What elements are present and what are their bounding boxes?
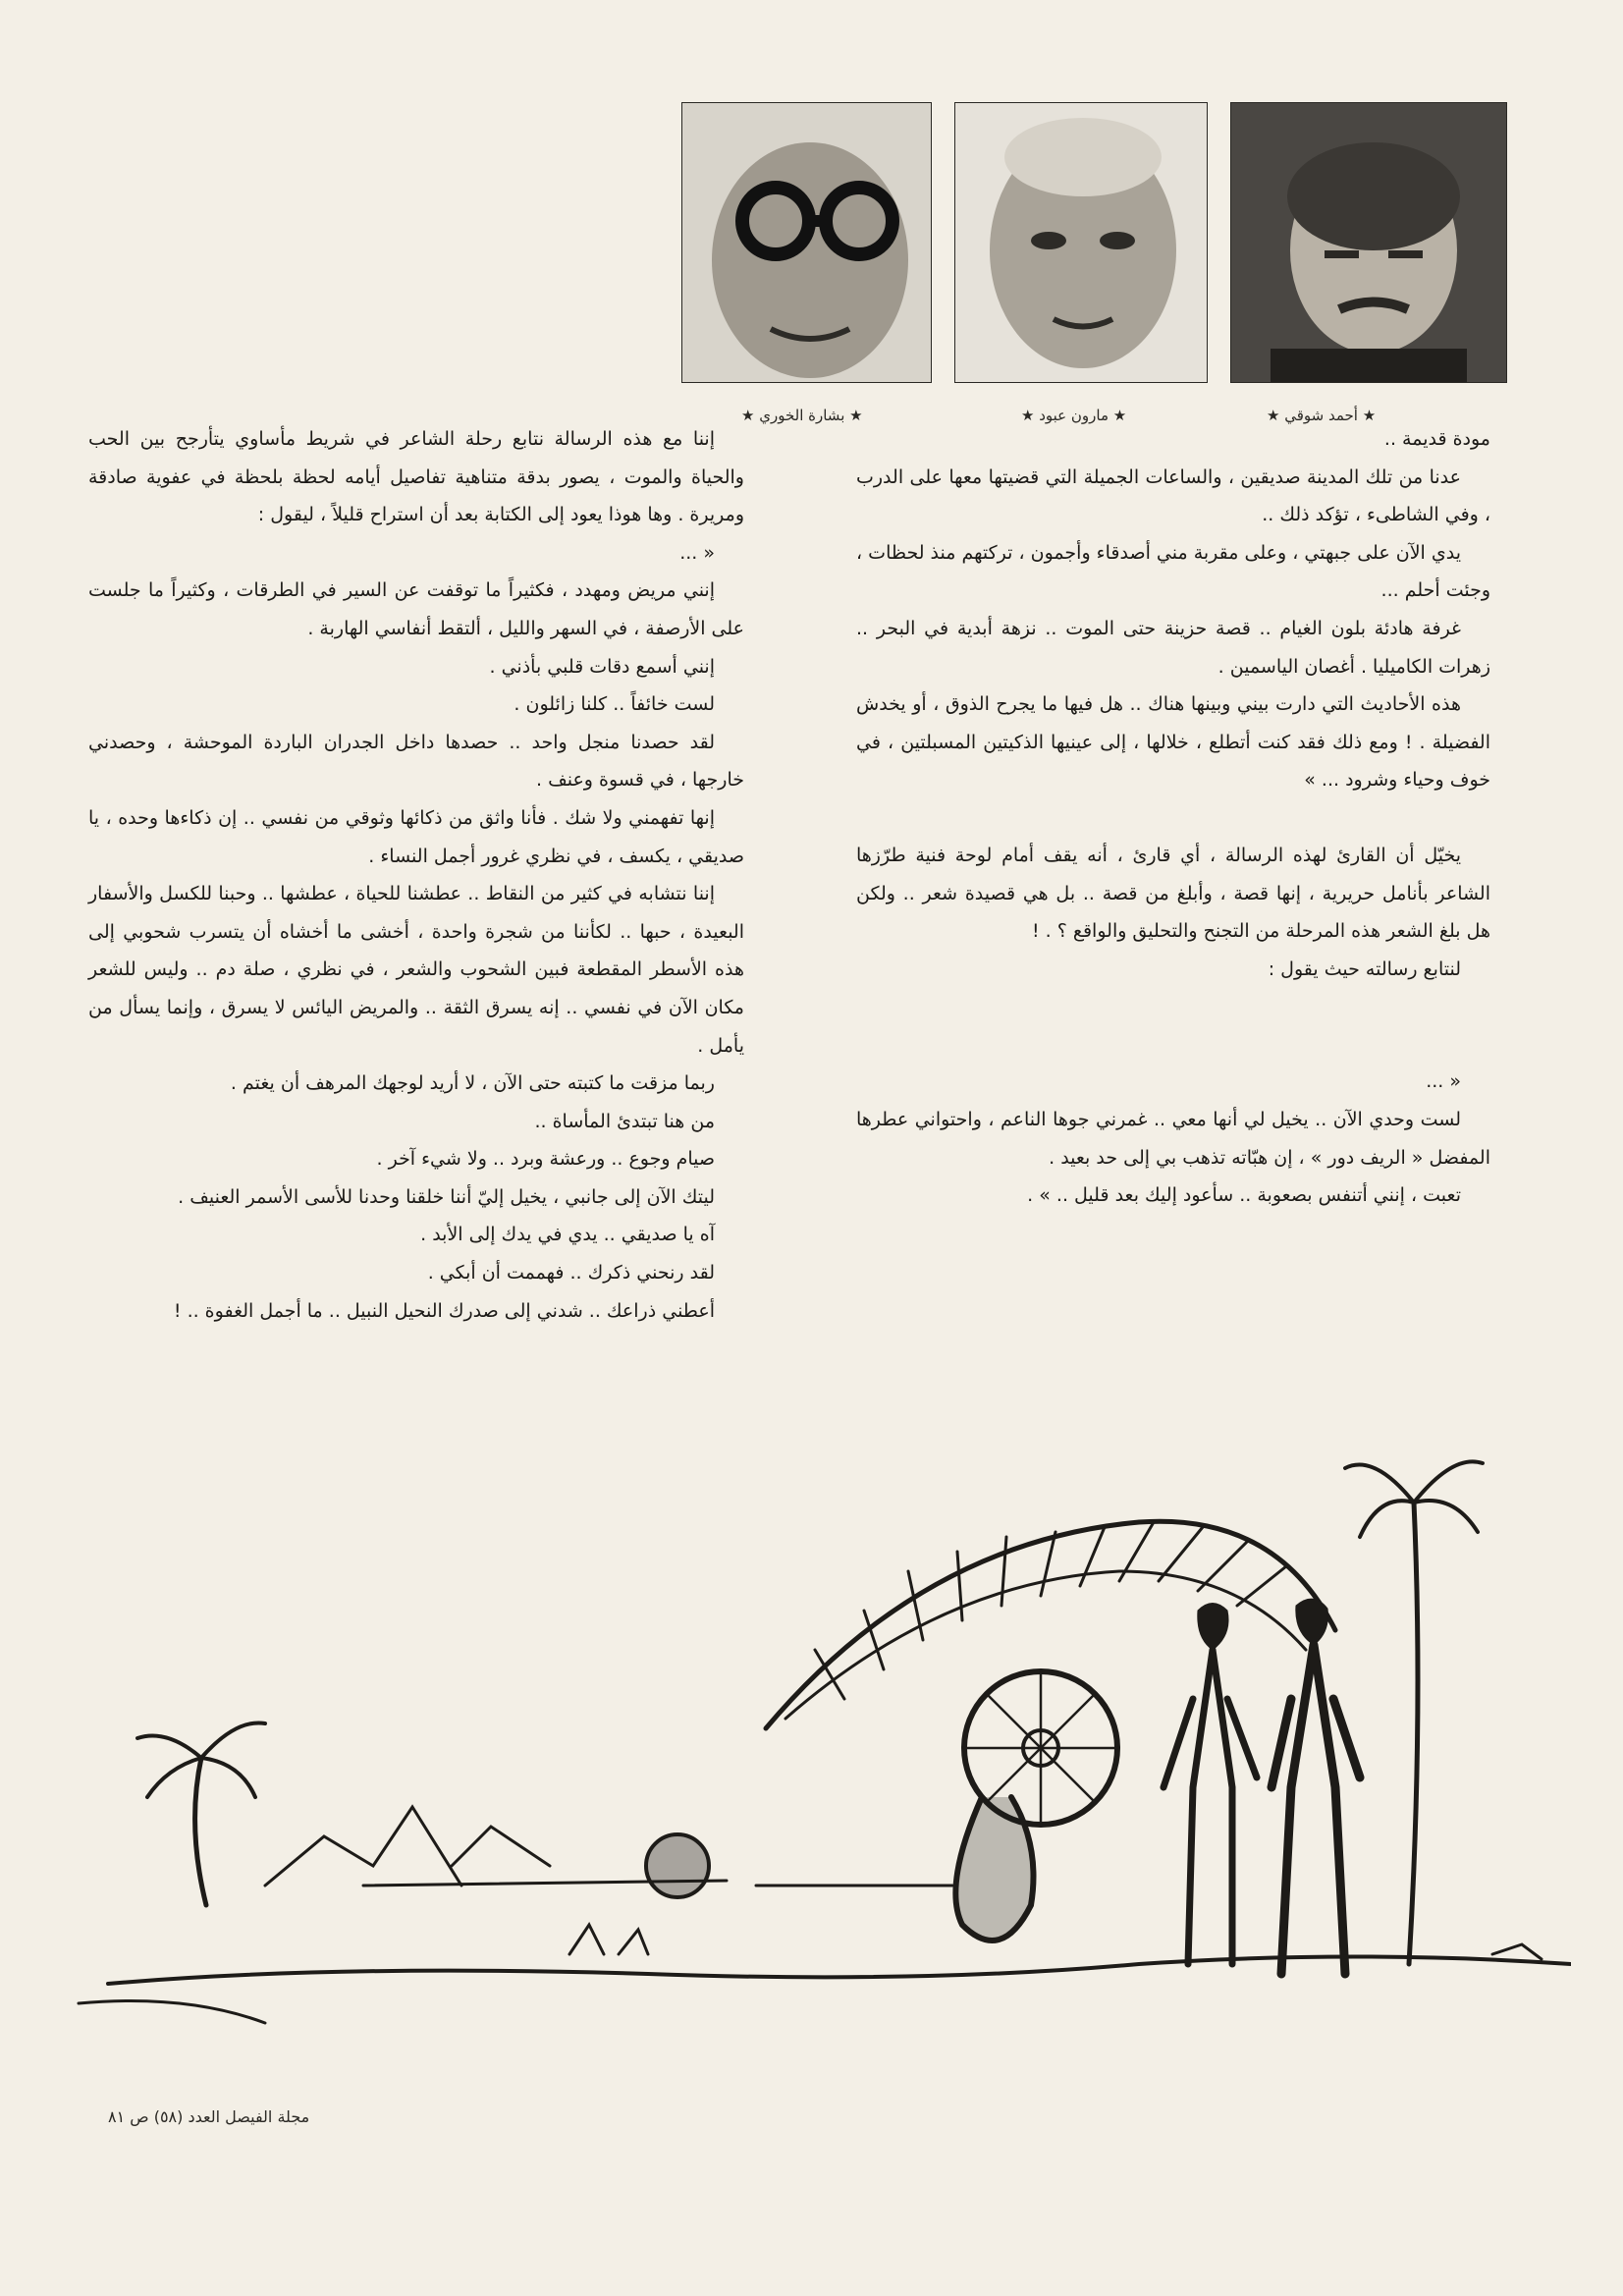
paragraph: لنتابع رسالته حيث يقول : xyxy=(1268,957,1461,980)
article-right-column xyxy=(856,420,1490,1215)
paragraph: لقد حصدنا منجل واحد .. حصدها داخل الجدران الباردة الموحشة ، وحصدني خارجها ، في قسوة وعنف . xyxy=(88,731,744,792)
paragraph: مودة قديمة .. xyxy=(1383,428,1490,450)
paragraph: لقد رنحني ذكرك .. فهممت أن أبكي . xyxy=(427,1262,715,1285)
paragraph: أعطني ذراعك .. شدني إلى صدرك النحيل النبيل .. ما أجمل الغفوة .. ! xyxy=(173,1299,715,1322)
paragraph: يدي الآن على جبهتي ، وعلى مقربة مني أصدقاء وأجمون ، تركتهم منذ لحظات ، وجئت أحلم ... xyxy=(856,541,1490,602)
article-left-column xyxy=(88,420,744,1330)
paragraph: آه يا صديقي .. يدي في يدك إلى الأبد . xyxy=(420,1224,715,1246)
paragraph: « ... xyxy=(1426,1070,1461,1093)
paragraph: إننا مع هذه الرسالة نتابع رحلة الشاعر في شريط مأساوي يتأرجح بين الحب والحياة والموت ، يصور بدقة متناهية تفاصيل أيامه لحظة بلحظة في عفوية صادقة ومريرة . وها هوذا يعود إلى الكتابة بعد أن استراح قليلاً ، ليقول : xyxy=(88,428,744,526)
photo-bechara-el-khoury xyxy=(681,102,932,383)
paragraph: هذه الأحاديث التي دارت بيني وبينها هناك .. هل فيها ما يجرح الذوق ، أو يخدش الفضيلة . ! ومع ذلك فقد كنت أتطلع ، خلالها ، إلى عينيها الذكيتين المسبلتين ، في خوف وحياء وشرود ... » xyxy=(856,693,1490,792)
ink-sketch-illustration xyxy=(39,1375,1571,2062)
paragraph: يخيّل أن القارئ لهذه الرسالة ، أي قارئ ، أنه يقف أمام لوحة فنية طرّزها الشاعر بأنامل حريرية ، إنها قصة ، وأبلغ من قصة .. بل هي قصيدة شعر .. ولكن هل بلغ الشعر هذه المرحلة من التجنح والتحليق والواقع ؟ . ! xyxy=(856,844,1490,943)
paragraph: لست خائفاً .. كلنا زائلون . xyxy=(514,693,715,716)
paragraph: عدنا من تلك المدينة صديقين ، والساعات الجميلة التي قضيتها معها على الدرب ، وفي الشاطىء ، تؤكد ذلك .. xyxy=(856,465,1490,526)
paragraph: « ... xyxy=(679,541,715,564)
page-footer: مجلة الفيصل العدد (٥٨) ص ٨١ xyxy=(108,2107,310,2126)
paragraph: لست وحدي الآن .. يخيل لي أنها معي .. غمرني جوها الناعم ، واحتواني عطرها المفضل « الريف دور » ، إن هبّاته تذهب بي إلى حد بعيد . xyxy=(856,1108,1490,1169)
paragraph: إنني مريض ومهدد ، فكثيراً ما توقفت عن السير في الطرقات ، وكثيراً ما جلست على الأرصفة ، في السهر والليل ، ألتقط أنفاسي الهاربة . xyxy=(88,579,744,639)
paragraph: ليتك الآن إلى جانبي ، يخيل إليّ أننا خلقنا وحدنا للأسى الأسمر العنيف . xyxy=(178,1185,715,1208)
photo-ahmed-shawqi xyxy=(1230,102,1507,383)
paragraph: تعبت ، إنني أتنفس بصعوبة .. سأعود إليك بعد قليل .. » . xyxy=(1027,1184,1461,1207)
caption-ahmed-shawqi: ★ أحمد شوقي ★ xyxy=(1267,407,1377,424)
photo-maroun-abboud xyxy=(954,102,1208,383)
paragraph: إنني أسمع دقات قلبي بأذني . xyxy=(489,655,715,678)
paragraph: من هنا تبتدئ المأساة .. xyxy=(534,1110,715,1132)
paragraph: غرفة هادئة بلون الغيام .. قصة حزينة حتى الموت .. نزهة أبدية في البحر .. زهرات الكاميليا . أغصان الياسمين . xyxy=(856,617,1490,678)
paragraph: إنها تفهمني ولا شك . فأنا واثق من ذكائها وثوقي من نفسي .. إن ذكاءها وحده ، يا صديقي ، يكسف ، في نظري غرور أجمل النساء . xyxy=(88,806,744,867)
paragraph: إننا نتشابه في كثير من النقاط .. عطشنا للحياة ، عطشها .. وحبنا للكسل والأسفار البعيدة ، حبها .. لكأننا من شجرة واحدة ، أخشى ما أخشاه أن يتسرب شحوبي إلى هذه الأسطر المقطعة فبين الشحوب والشعر ، في نظري ، صلة دم .. وليس للشعر مكان الآن في نفسي .. إنه يسرق الثقة .. والمريض اليائس لا يسرق ، وإنما يسأل من يأمل . xyxy=(88,883,744,1057)
paragraph: صيام وجوع .. ورعشة وبرد .. ولا شيء آخر . xyxy=(376,1148,715,1171)
caption-maroun-abboud: ★ مارون عبود ★ xyxy=(1021,407,1127,424)
caption-bechara-el-khoury: ★ بشارة الخوري ★ xyxy=(741,407,863,424)
paragraph: ربما مزقت ما كتبته حتى الآن ، لا أريد لوجهك المرهف أن يغتم . xyxy=(230,1072,715,1095)
